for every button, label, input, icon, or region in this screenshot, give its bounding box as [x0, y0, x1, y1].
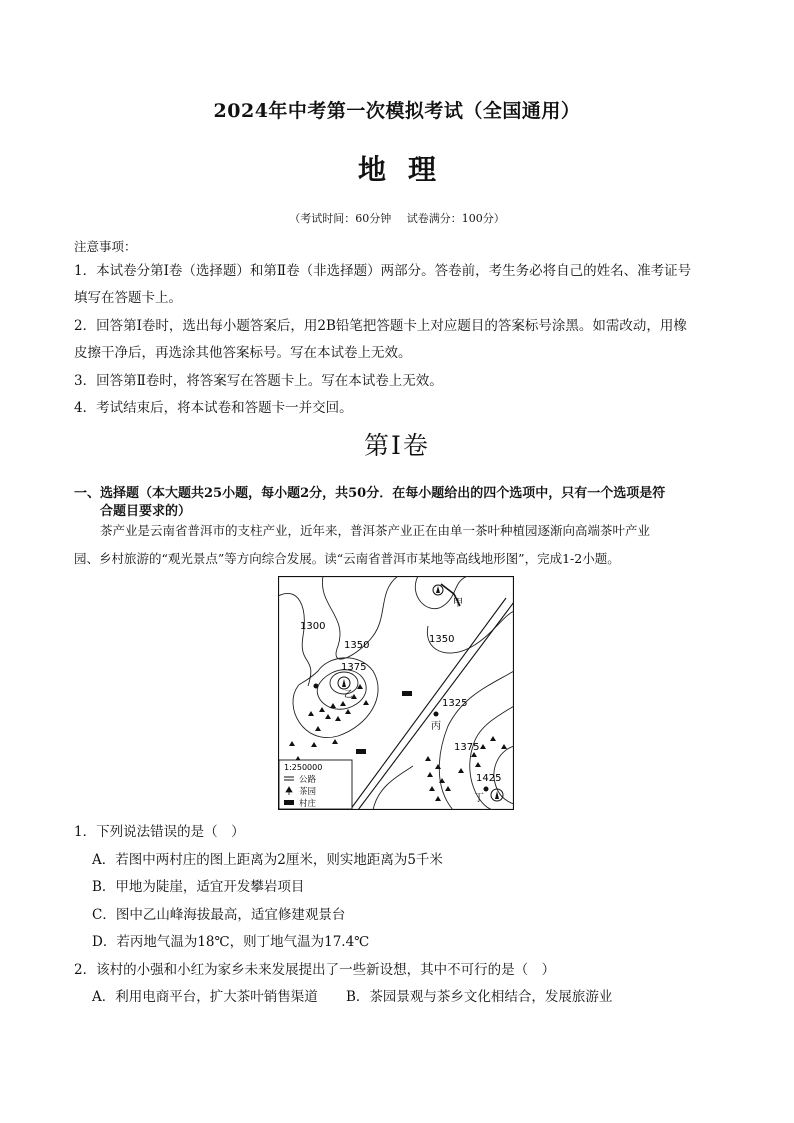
village-marker: [402, 691, 412, 696]
question-stem: 2．该村的小强和小红为家乡未来发展提出了一些新设想，其中不可行的是（ ）: [74, 962, 556, 978]
contour-label: 1350: [429, 634, 455, 645]
section-heading: 一、选择题（本大题共25小题，每小题2分，共50分．在每小题给出的四个选项中，只有一个选项是符: [74, 486, 666, 501]
place-label: 丙: [431, 721, 441, 732]
notice-heading: 注意事项：: [74, 239, 137, 254]
location-dot: [314, 684, 319, 689]
section-heading-cont: 合题目要求的）: [100, 504, 192, 519]
exam-time-info: [0, 210, 794, 226]
place-label: 乙: [344, 690, 354, 700]
notice-line: 填写在答题卡上。: [74, 290, 182, 306]
volume-title: 第Ⅰ卷: [364, 431, 430, 460]
place-label: 甲: [453, 598, 463, 609]
contour-label: 1350: [344, 640, 370, 651]
map-legend: [279, 760, 352, 809]
question-stem: 1．下列说法错误的是（ ）: [74, 824, 245, 840]
legend-road: 公路: [299, 775, 317, 785]
notice-line: 4．考试结束后，将本试卷和答题卡一并交回。: [74, 400, 353, 416]
notice-line: 皮擦干净后，再选涂其他答案标号。写在本试卷上无效。: [74, 345, 412, 361]
notice-line: 3．回答第Ⅱ卷时，将答案写在答题卡上。写在本试卷上无效。: [74, 373, 443, 389]
question-option: A．利用电商平台，扩大茶叶销售渠道: [92, 989, 318, 1005]
contour-label: 1300: [300, 621, 326, 632]
exam-title: 2024年中考第一次模拟考试（全国通用）: [213, 100, 581, 122]
contour-map: [278, 576, 514, 810]
question-option: B．茶园景观与茶乡文化相结合，发展旅游业: [346, 989, 613, 1005]
map-scale: 1:250000: [284, 763, 323, 772]
legend-tea: 茶园: [299, 787, 317, 797]
place-label: 丁: [474, 793, 484, 804]
location-dot: [434, 712, 439, 717]
location-dot: [484, 787, 489, 792]
contour-label: 1375: [341, 662, 367, 673]
village-marker: [356, 749, 366, 754]
question-option: B．甲地为陡崖，适宜开发攀岩项目: [92, 879, 305, 895]
question-option: C．图中乙山峰海拔最高，适宜修建观景台: [92, 907, 346, 923]
contour-label: 1325: [442, 698, 468, 709]
time-label: （考试时间：60分钟: [289, 212, 392, 225]
question-option: A．若图中两村庄的图上距离为2厘米，则实地距离为5千米: [92, 852, 443, 868]
notice-line: 1．本试卷分第Ⅰ卷（选择题）和第Ⅱ卷（非选择题）两部分。答卷前，考生务必将自己的姓名、准考证号: [74, 263, 692, 279]
intro-paragraph: 茶产业是云南省普洱市的支柱产业，近年来，普洱茶产业正在由单一茶叶种植园逐渐向高端茶叶产业: [100, 523, 651, 538]
subject-title: 地理: [357, 153, 458, 186]
legend-village: 村庄: [299, 799, 317, 809]
intro-paragraph-cont: 园、乡村旅游的“观光景点”等方向综合发展。读“云南省普洱市某地等高线地形图”，完成1-2小题。: [74, 551, 620, 566]
contour-label: 1425: [476, 773, 502, 784]
contour-label: 1375: [454, 742, 480, 753]
notice-line: 2．回答第Ⅰ卷时，选出每小题答案后，用2B铅笔把答题卡上对应题目的答案标号涂黑。如需改动，用橡: [74, 318, 687, 334]
score-label: 试卷满分：100分）: [406, 212, 505, 225]
question-option: D．若丙地气温为18℃，则丁地气温为17.4℃: [92, 934, 370, 950]
